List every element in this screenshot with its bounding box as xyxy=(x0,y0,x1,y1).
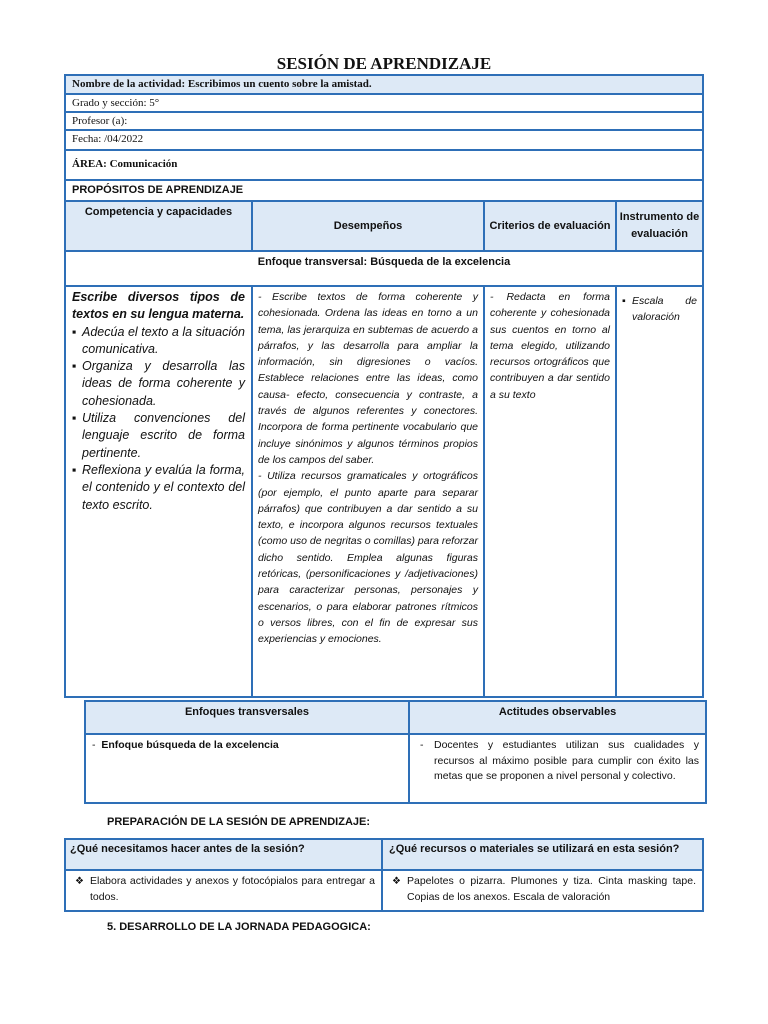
area-row xyxy=(65,150,703,180)
capacidad-item: ▪ Adecúa el texto a la situación comunicativa. xyxy=(72,324,245,359)
answer-item: ❖ Papelotes o pizarra. Plumones y tiza. Cinta masking tape. Copias de los anexos. Escala de valoración xyxy=(389,874,696,905)
grade-row xyxy=(65,94,703,112)
date-row xyxy=(65,130,703,150)
desempeno-text: - Utiliza recursos gramaticales y ortográficos (por ejemplo, el punto aparte para separar párrafos) que contribuyen a dar sentido a su texto, e incorpora algunos recursos textuales (como uso de negritas o comillas) para reforzar dicho sentido. Emplea algunas figuras retóricas, (personificaciones y /adjetivaciones) para caracterizar personas, personajes y escenarios, o para elaborar patrones rítmicos o versos libres, con el fin de expresar sus experiencias y emociones. xyxy=(258,470,479,646)
capacidad-item: ▪ Utiliza convenciones del lenguaje escrito de forma pertinente. xyxy=(72,410,245,462)
actitud-text: Docentes y estudiantes utilizan sus cualidades y recursos al máximo posible para cumplir con éxito las metas que se proponen a nivel personal y colectivo. xyxy=(434,739,699,782)
development-label: 5. DESARROLLO DE LA JORNADA PEDAGOGICA: xyxy=(107,921,371,933)
area: ÁREA: Comunicación xyxy=(72,158,178,170)
capacidad-item: ▪ Organiza y desarrolla las ideas de forma coherente y cohesionada. xyxy=(72,358,245,410)
grade-section: Grado y sección: 5° xyxy=(72,97,160,109)
answer-resources xyxy=(382,870,703,911)
activity-name: Nombre de la actividad: Escribimos un cuento sobre la amistad. xyxy=(72,78,372,90)
competencia-cell xyxy=(65,286,252,697)
date: Fecha: /04/2022 xyxy=(72,133,144,145)
question-resources: ¿Qué recursos o materiales se utilizará en esta sesión? xyxy=(382,839,703,870)
header-instrumento: Instrumento de evaluación xyxy=(616,201,703,251)
preparation-label: PREPARACIÓN DE LA SESIÓN DE APRENDIZAJE: xyxy=(107,816,371,828)
header-competencia: Competencia y capacidades xyxy=(65,201,252,251)
header-desempenos: Desempeños xyxy=(252,201,484,251)
desempeno-text: - Escribe textos de forma coherente y cohesionada. Ordena las ideas en torno a un tema, las jerarquiza en subtemas de acuerdo a párrafos, y las desarrolla para ampliar la información, sin digresiones o vacíos. Establece relaciones entre las ideas, como causa- efecto, consecuencia y contraste, a través de algunos referentes y conectores. Incorpora de forma pertinente vocabulario que incluye sinónimos y algunos términos propios de los campos del saber. xyxy=(258,291,478,466)
page-title: SESIÓN DE APRENDIZAJE xyxy=(276,54,492,73)
instrumento-list xyxy=(622,293,697,326)
cross-cutting-approach-row: Enfoque transversal: Búsqueda de la excelencia xyxy=(65,251,703,286)
activity-name-row xyxy=(65,75,703,94)
answer-item: ❖ Elabora actividades y anexos y fotocópialos para entregar a todos. xyxy=(72,874,375,905)
criterio-text: - Redacta en forma coherente y cohesionada sus cuentos en torno al tema elegido, utilizando recursos ortográficos que contribuyen a dar sentido a su texto xyxy=(490,291,610,401)
question-before-session: ¿Qué necesitamos hacer antes de la sesión? xyxy=(65,839,382,870)
capacidad-item: ▪ Reflexiona y evalúa la forma, el contenido y el contexto del texto escrito. xyxy=(72,462,245,514)
teacher-row xyxy=(65,112,703,130)
header-actitudes: Actitudes observables xyxy=(409,701,706,734)
header-criterios: Criterios de evaluación xyxy=(484,201,616,251)
enfoque-cell: - Enfoque búsqueda de la excelencia xyxy=(85,734,409,803)
instrumento-cell xyxy=(616,286,703,697)
criterios-cell xyxy=(484,286,616,697)
capacidades-list xyxy=(72,324,245,514)
desempenos-cell xyxy=(252,286,484,697)
purposes-row xyxy=(65,180,703,201)
purposes-label: PROPÓSITOS DE APRENDIZAJE xyxy=(72,184,244,196)
actitudes-cell: - Docentes y estudiantes utilizan sus cualidades y recursos al máximo posible para cumplir con éxito las metas que se proponen a nivel personal y colectivo. xyxy=(409,734,706,803)
header-enfoques: Enfoques transversales xyxy=(85,701,409,734)
instrumento-item: ▪ Escala de valoración xyxy=(622,293,697,326)
enfoque-text: Enfoque búsqueda de la excelencia xyxy=(101,739,279,751)
answer-before-session xyxy=(65,870,382,911)
competencia-title: Escribe diversos tipos de textos en su lengua materna. xyxy=(72,290,245,322)
teacher: Profesor (a): xyxy=(72,115,128,127)
